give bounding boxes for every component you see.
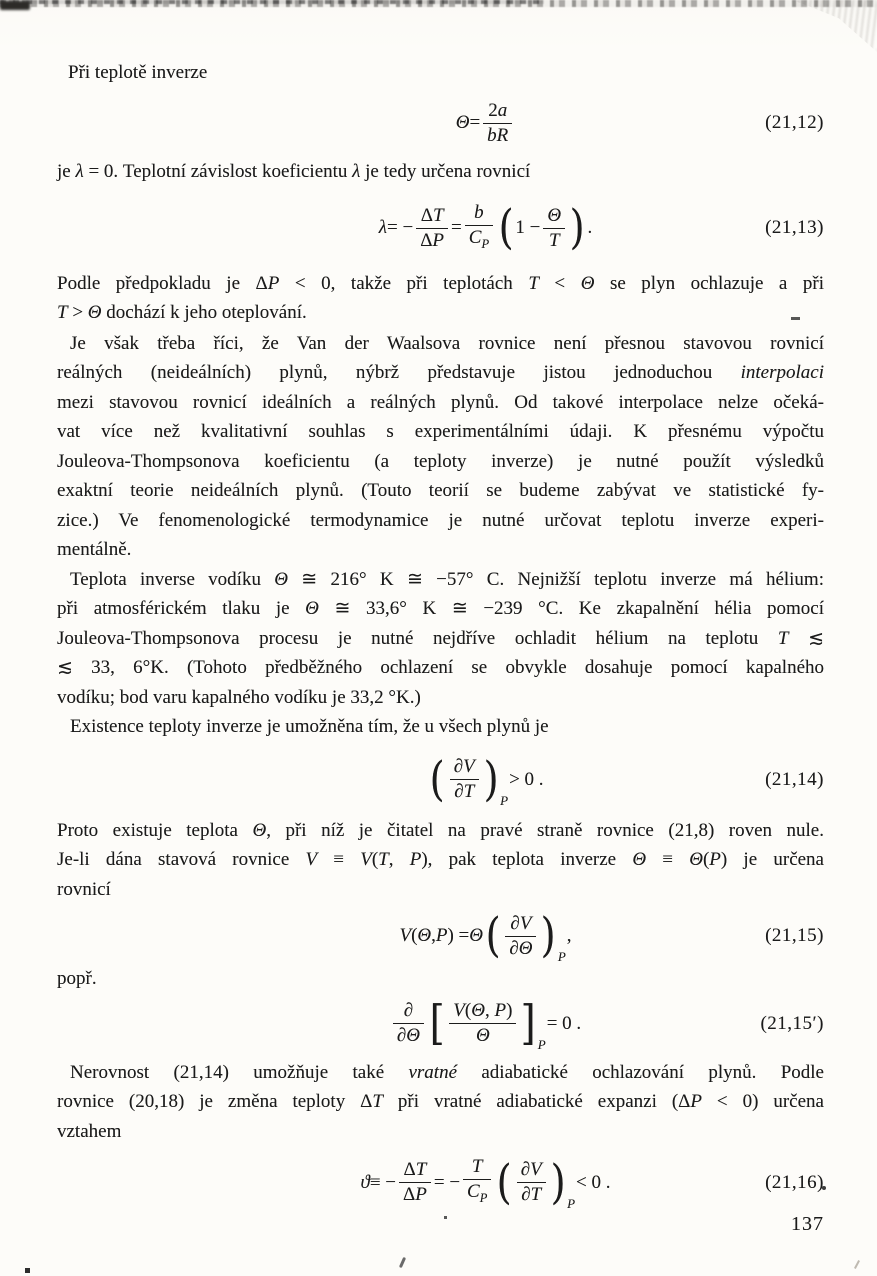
paragraph-teplota-inverse	[57, 565, 824, 713]
opening-line: Při teplotě inverze	[68, 62, 208, 83]
line-after-eq12: je λ = 0. Teplotní závislost koeficientu λ je tedy určena rovnicí	[57, 160, 531, 182]
scan-speck-bottom-left	[25, 1268, 30, 1273]
text-line: Jouleova-Thompsonova procesu je nutné nejdříve ochladit hélium na teplotu T ≲	[57, 627, 825, 649]
page-number: 137	[791, 1213, 824, 1235]
text-line: Existence teploty inverze je umožněna tím, že u všech plynů je	[70, 716, 549, 738]
text-line: při atmosférickém tlaku je Θ ≅ 33,6° K ≅ −239 °C. Ke zkapalnění hélia pomocí	[57, 598, 824, 620]
equation-21-15-prime-number: (21,15′)	[760, 1012, 824, 1034]
equation-21-15-body: V ( Θ , P ) = Θ ( $\frac{\partial V}{\partial\Theta}$ ) P ,	[399, 908, 572, 965]
equation-21-15	[57, 908, 824, 965]
page-content	[57, 58, 824, 1210]
scan-tick-bottom-right	[854, 1260, 860, 1269]
text-line: Je však třeba říci, že Van der Waalsova rovnice není přesnou stavovou rovnicí	[70, 332, 824, 354]
paragraph-van-der-waals	[57, 329, 824, 565]
text-line: exaktní teorie neideálních plynů. (Touto teorií se budeme zabývat ve statistické fy-	[57, 480, 824, 502]
text-line: T > Θ dochází k jeho oteplování.	[57, 302, 307, 324]
text-line: Jouleova-Thompsonova koeficientu (a teploty inverze) je nutné použít výsledků	[57, 450, 824, 472]
paragraph-existence	[57, 712, 824, 742]
paragraph-nerovnost	[57, 1058, 824, 1147]
equation-21-15-prime	[57, 995, 824, 1052]
text-line: vodíku; bod varu kapalného vodíku je 33,2 °K.)	[57, 686, 421, 708]
equation-21-13	[57, 201, 824, 256]
equation-21-13-body: λ = − $\frac{\Delta T}{\Delta P}$ = $\frac{b}{C_P}$ ( 1 − $\frac{\Theta}{T}$ ) .	[378, 200, 593, 256]
text-line: Je-li dána stavová rovnice V ≡ V(T, P), pak teplota inverze Θ ≡ Θ(P) je určena	[57, 849, 824, 871]
equation-21-16-body: ϑ ≡ − $\frac{\Delta T}{\Delta P}$ = − $\frac{T}{C_P}$ ( $\frac{\partial V}{\partial T}$ ) P < 0 .	[360, 1154, 611, 1211]
equation-21-12-body: Θ = $\frac{2a}{bR}$	[456, 99, 516, 148]
equation-21-12-number: (21,12)	[765, 112, 824, 133]
equation-21-13-number: (21,13)	[765, 217, 824, 239]
equation-21-14-number: (21,14)	[765, 768, 824, 790]
equation-21-15-number: (21,15)	[765, 925, 824, 947]
text-line: Proto existuje teplota Θ, při níž je čitatel na pravé straně rovnice (21,8) roven nule.	[57, 819, 824, 841]
text-line: vat více než kvalitativní souhlas s experimentálními údaji. K přesnému výpočtu	[57, 421, 824, 443]
text-line: reálných (neideálních) plynů, nýbrž představuje jistou jednoduchou interpolaci	[57, 362, 824, 384]
equation-21-12	[57, 99, 824, 148]
text-line: rovnice (20,18) je změna teploty ΔT při vratné adiabatické expanzi (ΔP < 0) určena	[57, 1091, 824, 1113]
scan-dot-below-equation	[444, 1216, 447, 1219]
equation-21-14-body: ( $\frac{\partial V}{\partial T}$ ) P > 0 .	[430, 751, 544, 808]
paragraph-podle-predpokladu	[57, 269, 824, 328]
scan-streaks-top-right	[792, 0, 877, 52]
text-line: zice.) Ve fenomenologické termodynamice je nutné určovat teplotu inverze experi-	[57, 509, 824, 531]
equation-21-14	[57, 751, 824, 808]
scan-noise-top-edge-dark	[0, 0, 544, 4]
paragraph-proto-existuje	[57, 816, 824, 905]
text-line: mentálně.	[57, 539, 132, 561]
text-line: rovnicí	[57, 878, 111, 900]
text-line: mezi stavovou rovnicí ideálních a reálných plynů. Od takové interpolace nelze očeká-	[57, 391, 824, 413]
text-line: Nerovnost (21,14) umožňuje také vratné adiabatické ochlazování plynů. Podle	[70, 1061, 824, 1083]
scan-tick-bottom-center	[399, 1257, 406, 1268]
text-line: ≲ 33, 6°K. (Tohoto předběžného ochlazení se obvykle dosahuje pomocí kapalného	[57, 657, 824, 679]
popr-line: popř.	[57, 968, 97, 990]
scan-mark-top-left	[0, 1, 30, 10]
equation-21-15-prime-body: $\frac{\partial}{\partial\Theta}$ [ $\frac{V(\Theta, P)}{\Theta}$ ] P = 0 .	[390, 999, 581, 1049]
equation-21-16-number: (21,16)	[765, 1171, 824, 1193]
text-line: vztahem	[57, 1120, 122, 1142]
text-line: Teplota inverse vodíku Θ ≅ 216° K ≅ −57° C. Nejnižší teplotu inverze má hélium:	[70, 568, 824, 590]
equation-21-16	[57, 1155, 824, 1210]
text-line: Podle předpokladu je ΔP < 0, takže při teplotách T < Θ se plyn ochlazuje a při	[57, 272, 824, 294]
